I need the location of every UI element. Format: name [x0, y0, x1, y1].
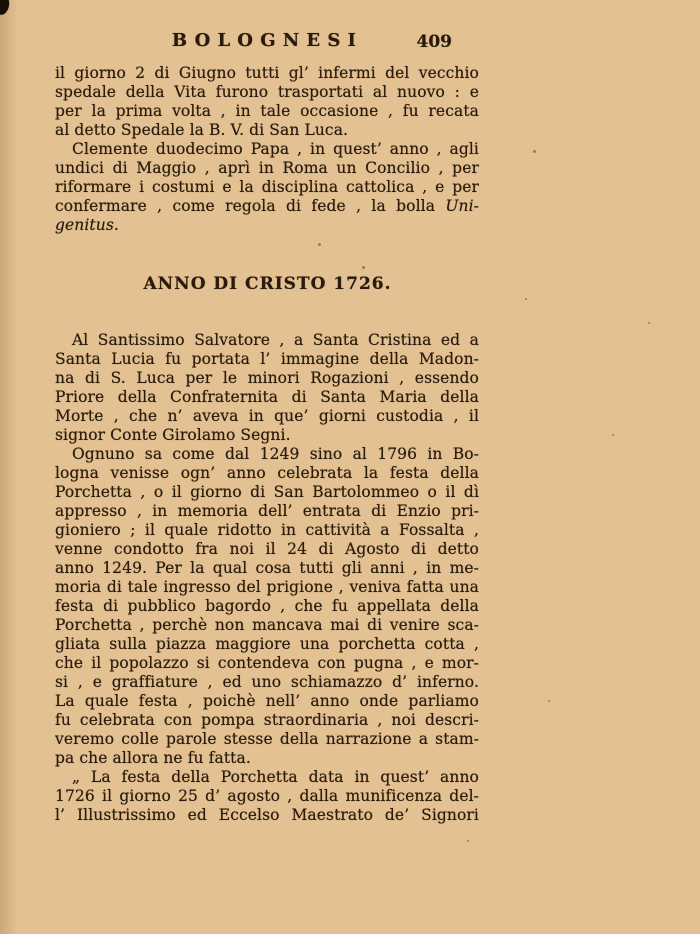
text-line	[55, 578, 479, 597]
text-line	[55, 369, 479, 388]
text-line	[55, 350, 479, 369]
text-segment: riformare i costumi e la disciplina cattolica , e per	[55, 178, 479, 196]
text-line	[55, 768, 479, 787]
scan-speck	[533, 150, 536, 153]
text-segment: Porchetta , perchè non mancava mai di venire sca-	[55, 616, 479, 634]
text-segment: logna venisse ogn’ anno celebrata la festa della	[55, 464, 479, 482]
text-segment: gioniero ; il quale ridotto in cattività a Fossalta ,	[55, 521, 479, 539]
text-segment: Ognuno sa come dal 1249 sino al 1796 in Bo-	[72, 445, 479, 463]
text-segment: „ La festa della Porchetta data in quest’ anno	[72, 768, 479, 786]
text-segment: confermare , come regola di fede , la bolla	[55, 197, 446, 215]
text-line	[55, 388, 479, 407]
text-line	[55, 654, 479, 673]
text-segment: signor Conte Girolamo Segni.	[55, 426, 291, 444]
paragraph	[55, 64, 479, 140]
text-line	[55, 407, 479, 426]
scan-speck	[648, 322, 650, 324]
text-segment: Priore della Confraternita di Santa Maria della	[55, 388, 479, 406]
text-segment: Clemente duodecimo Papa , in quest’ anno , agli	[72, 140, 479, 158]
text-line	[55, 121, 479, 140]
text-segment: per la prima volta , in tale occasione , fu recata	[55, 102, 479, 120]
text-line	[55, 331, 479, 350]
text-line	[55, 521, 479, 540]
text-block-top	[55, 64, 479, 235]
text-line	[55, 178, 479, 197]
scan-speck	[362, 266, 365, 269]
scan-artifact-corner	[0, 0, 10, 16]
text-block-main	[55, 331, 479, 825]
text-line	[55, 502, 479, 521]
text-line	[55, 197, 479, 216]
scan-speck	[525, 298, 527, 300]
text-line	[55, 64, 479, 83]
text-segment: appresso , in memoria dell’ entrata di Enzio pri-	[55, 502, 479, 520]
text-line	[55, 216, 479, 235]
page-number: 409	[416, 32, 452, 52]
text-line	[55, 806, 479, 825]
text-line	[55, 711, 479, 730]
text-line	[55, 749, 479, 768]
section-heading: ANNO DI CRISTO 1726.	[143, 274, 392, 294]
text-line	[55, 673, 479, 692]
text-segment: undici di Maggio , aprì in Roma un Concilio , per	[55, 159, 479, 177]
text-line	[55, 159, 479, 178]
text-segment: na di S. Luca per le minori Rogazioni , essendo	[55, 369, 479, 387]
scan-speck	[548, 700, 550, 702]
text-segment: Santa Lucia fu portata l’ immagine della Madon-	[55, 350, 479, 368]
scan-speck	[318, 243, 321, 246]
text-segment: veremo colle parole stesse della narrazione a stam-	[55, 730, 479, 748]
paragraph	[55, 445, 479, 768]
text-segment: La quale festa , poichè nell’ anno onde parliamo	[55, 692, 479, 710]
text-line	[55, 692, 479, 711]
text-line	[55, 597, 479, 616]
page-header	[55, 30, 480, 54]
text-segment: moria di tale ingresso del prigione , veniva fatta una	[55, 578, 479, 596]
paragraph	[55, 768, 479, 825]
text-line	[55, 445, 479, 464]
text-segment: pa che allora ne fu fatta.	[55, 749, 251, 767]
running-title: BOLOGNESI	[171, 30, 364, 51]
text-segment: gliata sulla piazza maggiore una porchetta cotta ,	[55, 635, 479, 653]
text-segment: si , e graffiature , ed uno schiamazzo d’ inferno.	[55, 673, 479, 691]
text-segment: spedale della Vita furono trasportati al nuovo : e	[55, 83, 479, 101]
text-segment: venne condotto fra noi il 24 di Agosto di detto	[55, 540, 479, 558]
text-segment: Morte , che n’ aveva in que’ giorni custodia , il	[55, 407, 479, 425]
text-line	[55, 635, 479, 654]
text-line	[55, 730, 479, 749]
text-segment: che il popolazzo si contendeva con pugna , e mor-	[55, 654, 479, 672]
text-segment: l’ Illustrissimo ed Eccelso Maestrato de’ Signori	[55, 806, 479, 824]
text-line	[55, 540, 479, 559]
scan-speck	[467, 840, 469, 842]
text-segment: festa di pubblico bagordo , che fu appellata della	[55, 597, 479, 615]
text-line	[55, 102, 479, 121]
scan-speck	[612, 434, 614, 436]
text-segment: al detto Spedale la B. V. di San Luca.	[55, 121, 349, 139]
text-segment: anno 1249. Per la qual cosa tutti gli anni , in me-	[55, 559, 479, 577]
paragraph	[55, 140, 479, 235]
paragraph	[55, 331, 479, 445]
italic-text: Uni-	[445, 197, 479, 215]
text-segment: fu celebrata con pompa straordinaria , noi descri-	[55, 711, 479, 729]
text-segment: Al Santissimo Salvatore , a Santa Cristina ed a	[72, 331, 479, 349]
text-line	[55, 559, 479, 578]
text-segment: il giorno 2 di Giugno tutti gl’ infermi del vecchio	[55, 64, 479, 82]
text-line	[55, 140, 479, 159]
text-line	[55, 464, 479, 483]
text-line	[55, 787, 479, 806]
italic-text: genitus.	[55, 216, 119, 234]
text-line	[55, 83, 479, 102]
text-segment: Porchetta , o il giorno di San Bartolommeo o il dì	[55, 483, 479, 501]
text-segment: 1726 il giorno 25 d’ agosto , dalla munificenza del-	[55, 787, 479, 805]
text-line	[55, 483, 479, 502]
text-line	[55, 426, 479, 445]
text-line	[55, 616, 479, 635]
page-edge-shadow	[0, 0, 18, 934]
